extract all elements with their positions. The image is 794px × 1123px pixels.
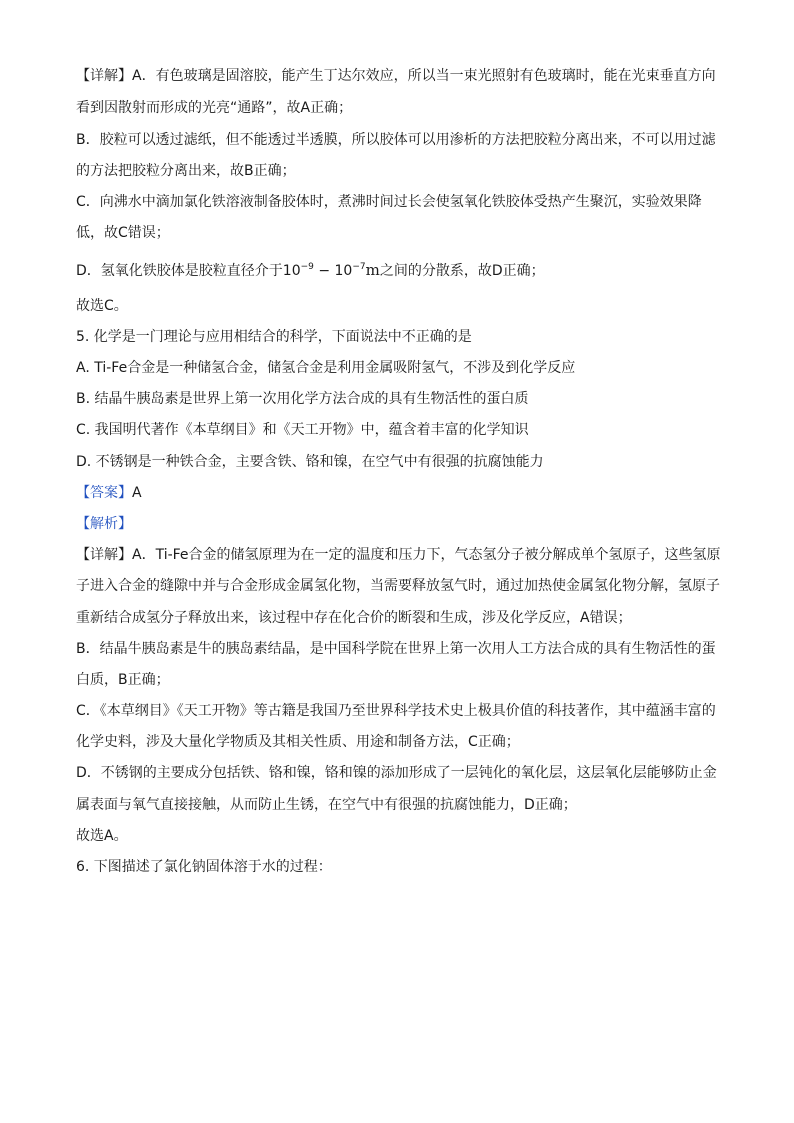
text-line: 的方法把胶粒分离出来，故B正确； bbox=[76, 163, 296, 179]
text-line: 故选C。 bbox=[76, 298, 128, 314]
text-line: 子进入合金的缝隙中并与合金形成金属氢化物，当需要释放氢气时，通过加热使金属氢化物分解，氢原子 bbox=[76, 578, 720, 594]
text-line: B．结晶牛胰岛素是牛的胰岛素结晶，是中国科学院在世界上第一次用人工方法合成的具有生物活性的蛋 bbox=[76, 641, 716, 657]
text-line: 看到因散射而形成的光亮“通路”，故A正确； bbox=[76, 100, 353, 116]
text-line: 低，故C错误； bbox=[76, 225, 170, 241]
option-c: C. 我国明代著作《本草纲目》和《天工开物》中，蕴含着丰富的化学知识 bbox=[76, 422, 529, 438]
text-line: 重新结合成氢分子释放出来，该过程中存在化合价的断裂和生成，涉及化学反应，A错误； bbox=[76, 610, 632, 626]
answer-line: 【答案】A bbox=[76, 485, 142, 501]
label-analysis: 【解析】 bbox=[76, 516, 132, 532]
text-line: 白质，B正确； bbox=[76, 672, 170, 688]
question-stem: 6. 下图描述了氯化钠固体溶于水的过程： bbox=[76, 859, 332, 875]
text-line: B．胶粒可以透过滤纸，但不能透过半透膜，所以胶体可以用渗析的方法把胶粒分离出来，不可以用过滤 bbox=[76, 132, 716, 148]
label-answer: 【答案】 bbox=[76, 485, 132, 501]
text-line: C．《本草纲目》《天工开物》等古籍是我国乃至世界科学技术史上极具价值的科技著作，其中蕴涵丰富的 bbox=[76, 703, 716, 719]
text-line: 故选A。 bbox=[76, 828, 128, 844]
text-line: 属表面与氧气直接接触，从而防止生锈，在空气中有很强的抗腐蚀能力，D正确； bbox=[76, 797, 577, 813]
analysis-line bbox=[76, 515, 132, 533]
option-a: A. Ti-Fe合金是一种储氢合金，储氢合金是利用金属吸附氢气，不涉及到化学反应 bbox=[76, 360, 576, 376]
label-detail: 【详解】 bbox=[76, 68, 132, 84]
text-line: D．不锈钢的主要成分包括铁、铬和镍，铬和镍的添加形成了一层钝化的氧化层，这层氧化层能够防止金 bbox=[76, 765, 717, 781]
option-d: D. 不锈钢是一种铁合金，主要含铁、铬和镍，在空气中有很强的抗腐蚀能力 bbox=[76, 454, 544, 470]
option-b: B. 结晶牛胰岛素是世界上第一次用化学方法合成的具有生物活性的蛋白质 bbox=[76, 391, 529, 407]
text-line: C．向沸水中滴加氯化铁溶液制备胶体时，煮沸时间过长会使氢氧化铁胶体受热产生聚沉，实验效果降 bbox=[76, 194, 702, 210]
text-line: 化学史料，涉及大量化学物质及其相关性质、用途和制备方法，C正确； bbox=[76, 734, 520, 750]
text-line: 【详解】A．有色玻璃是固溶胶，能产生丁达尔效应，所以当一束光照射有色玻璃时，能在光束垂直方向 bbox=[76, 68, 716, 84]
text-line-formula: D．氢氧化铁胶体是胶粒直径介于$10^{-9} - 10^{-7}m$之间的分散系，故D正确； bbox=[76, 261, 545, 279]
question-stem: 5. 化学是一门理论与应用相结合的科学，下面说法中不正确的是 bbox=[76, 329, 472, 345]
label-detail: 【详解】 bbox=[76, 547, 132, 563]
text-line: 【详解】A．Ti-Fe合金的储氢原理为在一定的温度和压力下，气态氢分子被分解成单个氢原子，这些氢原 bbox=[76, 547, 721, 563]
